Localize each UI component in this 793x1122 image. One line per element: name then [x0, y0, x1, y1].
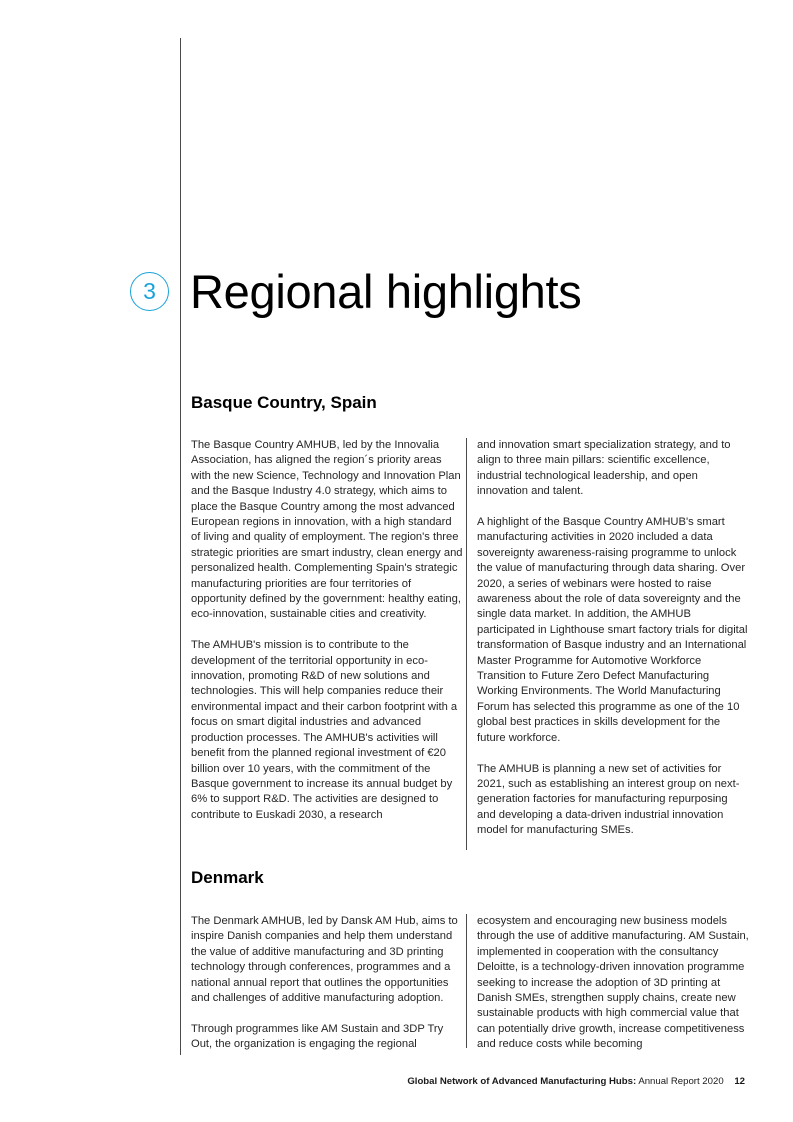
paragraph: The AMHUB's mission is to contribute to the development of the territorial opportunity in eco-innovation, promoting R&D of new solutions and technologies. This will help companies reduce their environmental impact and their carbon footprint with a focus on smart digital industries and advanced production processes. The AMHUB's activities will benefit from the planned regional investment of €20 billion over 10 years, with the commitment of the Basque government to increase its annual budget by 6% to support R&D. The activities are designed to contribute to Euskadi 2030, a research [191, 639, 458, 821]
basque-left-column [191, 438, 463, 823]
paragraph: ecosystem and encouraging new business models through the use of additive manufacturing. AM Sustain, implemented in cooperation with the consultancy Deloitte, is a technology-driven innovation programme seeking to increase the adoption of 3D printing at Danish SMEs, strengthen supply chains, create new sustainable products with high commercial value that can potentially drive growth, increase competitiveness and reduce costs while becoming [477, 915, 749, 1051]
denmark-left-column [191, 914, 463, 1053]
denmark-right-column [477, 914, 749, 1053]
chapter-number-badge: 3 [130, 272, 169, 311]
footer-report-suffix: Annual Report 2020 [638, 1076, 724, 1087]
paragraph: The Denmark AMHUB, led by Dansk AM Hub, aims to inspire Danish companies and help them understand the value of additive manufacturing and 3D printing technology through conferences, programmes and a national annual report that outlines the opportunities and challenges of additive manufacturing adoption. [191, 915, 458, 1005]
chapter-title: Regional highlights [190, 265, 582, 318]
paragraph: The Basque Country AMHUB, led by the Innovalia Association, has aligned the region´s priority areas with the new Science, Technology and Innovation Plan and the Basque Industry 4.0 strategy, which aims to place the Basque Country among the most advanced European regions in innovation, with a high standard of living and quality of employment. The region's three strategic priorities are smart industry, clean energy and personalized health. Complementing Spain's strategic manufacturing priorities are four territories of opportunity defined by the government: healthy eating, eco-innovation, sustainable cities and creativity. [191, 439, 463, 621]
paragraph: Through programmes like AM Sustain and 3DP Try Out, the organization is engaging the regional [191, 1022, 444, 1051]
section-heading-denmark: Denmark [191, 868, 264, 887]
page-vertical-rule [180, 38, 181, 1055]
column-divider [466, 438, 467, 850]
paragraph: A highlight of the Basque Country AMHUB's smart manufacturing activities in 2020 included a data sovereignty awareness-raising programme to unlock the value of manufacturing through data sharing. Over 2020, a series of webinars were hosted to raise awareness about the role of data sovereignty and the single data market. In addition, the AMHUB participated in Lighthouse smart factory trials for digital transformation of Basque industry and an International Master Programme for Automotive Workforce Transition to Future Zero Defect Manufacturing Working Environments. The World Manufacturing Forum has selected this programme as one of the 10 global best practices in skills development for the future workforce. [477, 516, 748, 744]
footer-report-name: Global Network of Advanced Manufacturing Hubs: [407, 1076, 637, 1087]
section-heading-basque: Basque Country, Spain [191, 393, 377, 412]
paragraph: The AMHUB is planning a new set of activities for 2021, such as establishing an interest group on next-generation factories for manufacturing repurposing and developing a data-driven industrial innovation model for manufacturing SMEs. [477, 762, 740, 837]
paragraph: and innovation smart specialization strategy, and to align to three main pillars: scientific excellence, industrial technological leadership, and open innovation and talent. [477, 439, 731, 498]
page-number: 12 [734, 1076, 745, 1087]
page-footer [407, 1076, 745, 1087]
column-divider [466, 914, 467, 1048]
basque-right-column [477, 438, 749, 839]
